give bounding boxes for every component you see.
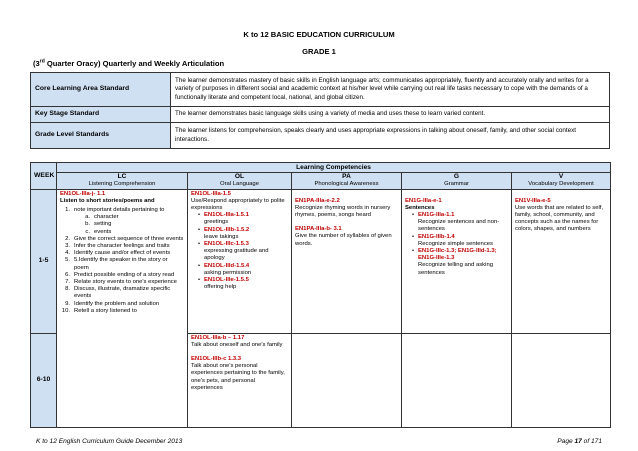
list-item: a. character [85,214,119,221]
lc-cell [57,189,188,427]
list-item: 7. Relate story events to one's experience [65,278,177,285]
column-name: Listening Comprehension [57,181,188,189]
list-item [405,212,508,234]
footer-title: K to 12 English Curriculum Guide December 2013 [36,438,183,445]
g-bullet-code: EN1G-IIIb-1.4 [418,233,455,240]
ol-cell [188,189,292,333]
ol-code: EN1OL-IIIa-1.5 [191,190,231,197]
column-code: G [402,173,512,182]
list-item: 10. Retell a story listened to [61,307,137,314]
pa-code: EN1PA-IIIa-e-2.2 [295,197,340,204]
list-item [191,241,288,263]
ol-bullet-text: offering help [204,284,237,291]
column-code: OL [188,173,292,182]
pa-code: EN1PA-IIIa-b- 3.1 [295,226,342,233]
g-cell [402,333,512,427]
v-text: Use words that are related to self, family, school, community, and concepts such as the names for colors, shapes, and numbers [515,204,604,233]
v-cell [512,333,611,427]
list-item [191,263,288,277]
list-item [405,234,508,248]
list-item [191,212,288,226]
ol-text: Talk about one's personal experiences pertaining to the family, one's pets, and personal experiences [191,363,285,391]
ol-code: EN1OL-IIIb-c 1.3.3 [191,355,242,362]
v-cell [512,189,611,333]
v-code: EN1V-IIIa-e-5 [515,197,551,204]
week-header: WEEK [31,163,57,190]
ol-bullet-code: EN1OL-IIIe-1.5.5 [204,276,249,283]
list-item: 5. 5.Identify the speaker in the story or poem [65,257,168,271]
g-bullet-code: EN1G-IIIc-1.3; EN1G-IIId-1.3; EN1G-IIIe-1.3 [418,247,497,262]
ol-bullet-text: asking permission [204,269,252,276]
ol-text: Use/Respond appropriately to polite expressions [191,197,285,211]
list-item [191,227,288,241]
list-item: 1. note important details pertaining to [65,206,165,213]
standard-text: The learner demonstrates mastery of basic skills in English language arts; communicates appropriately, fluently and accurately orally and writes for a variety of purposes in different social and academic context at his/her level while carrying out real life tasks necessary to cope with the demands of a functionally literate and competent local, national, and global citizen. [171,73,610,107]
standard-row-key-stage [31,107,610,123]
standard-text: The learner demonstrates basic language skills using a variety of media and uses these to learn varied content. [171,107,610,123]
list-item [405,248,508,277]
week-row [31,189,611,333]
ol-bullet-text: expressing gratitude and apology [204,248,269,262]
column-code: PA [292,173,402,182]
list-item: 6. Predict possible ending of a story read [65,271,175,278]
list-item [191,277,288,291]
column-name: Oral Language [188,181,292,189]
ol-bullet-code: EN1OL-IIIb-1.5.2 [204,226,250,233]
g-heading: Sentences [405,204,435,211]
pa-text: Give the number of syllables of given words. [295,233,392,247]
ol-bullet-list [191,212,288,291]
list-item: c. events [85,228,112,235]
g-bullet-text: Recognize telling and asking sentences [418,262,493,276]
g-cell [402,189,512,333]
column-name: Vocabulary Development [512,181,611,189]
ol-bullet-text: leave takings [204,233,239,240]
list-item: 4. Identify cause and/or effect of events [65,250,171,257]
standard-label: Key Stage Standard [31,107,171,123]
ol-cell [188,333,292,427]
pa-cell [292,333,402,427]
standard-label: Grade Level Standards [31,123,171,149]
g-bullet-text: Recognize sentences and non-sentences [418,219,500,233]
competencies-table [30,162,611,428]
ol-bullet-code: EN1OL-IIId-1.5.4 [204,262,250,269]
g-bullet-code: EN1G-IIIa-1.1 [418,211,455,218]
ol-bullet-code: EN1OL-IIIc-1.5.3 [204,240,249,247]
grade-title: GRADE 1 [302,47,336,56]
document-subtitle: (3rd Quarter Oracy) Quarterly and Weekly Articulation [33,58,225,68]
ol-bullet-text: greetings [204,219,229,226]
g-code: EN1G-IIIa-e-1 [405,197,442,204]
lc-heading: Listen to short stories/poems and [60,197,155,204]
standard-label: Core Learning Area Standard [31,73,171,107]
list-item: 3. Infer the character feelings and traits [65,242,170,249]
pa-text: Recognize rhyming words in nursery rhymes, poems, songs heard [295,204,391,218]
column-name: Grammar [402,181,512,189]
list-item: 9. Identify the problem and solution [65,300,160,307]
ol-bullet-code: EN1OL-IIIa-1.5.1 [204,212,249,219]
standards-table [30,72,610,149]
g-bullet-list [405,212,508,277]
standard-text: The learner listens for comprehension, speaks clearly and uses appropriate expressions in talking about oneself, family, and other social context interactions. [171,123,610,149]
g-bullet-text: Recognize simple sentences [418,240,493,247]
lc-code: EN1OL-IIIa-j- 1.1 [60,190,106,197]
competencies-header: Learning Competencies [57,163,611,173]
column-code: V [512,173,611,182]
week-label: 6-10 [31,333,57,427]
week-label: 1-5 [31,189,57,333]
standard-row-grade-level [31,123,610,149]
document-title: K to 12 BASIC EDUCATION CURRICULUM [243,30,395,39]
page-number: Page 17 of 171 [557,438,602,445]
list-item: 8. Discuss, illustrate, dramatize specific events [65,286,171,300]
ol-code: EN1OL-IIIa-b – 1.17 [191,334,245,341]
list-item: 2. Give the correct sequence of three events [65,235,184,242]
standard-row-core [31,73,610,107]
list-item: b. setting [85,221,112,228]
column-name: Phonological Awareness [292,181,402,189]
lc-list [60,207,184,315]
column-code: LC [57,173,188,182]
ol-text: Talk about oneself and one's family [191,341,283,348]
pa-cell [292,189,402,333]
